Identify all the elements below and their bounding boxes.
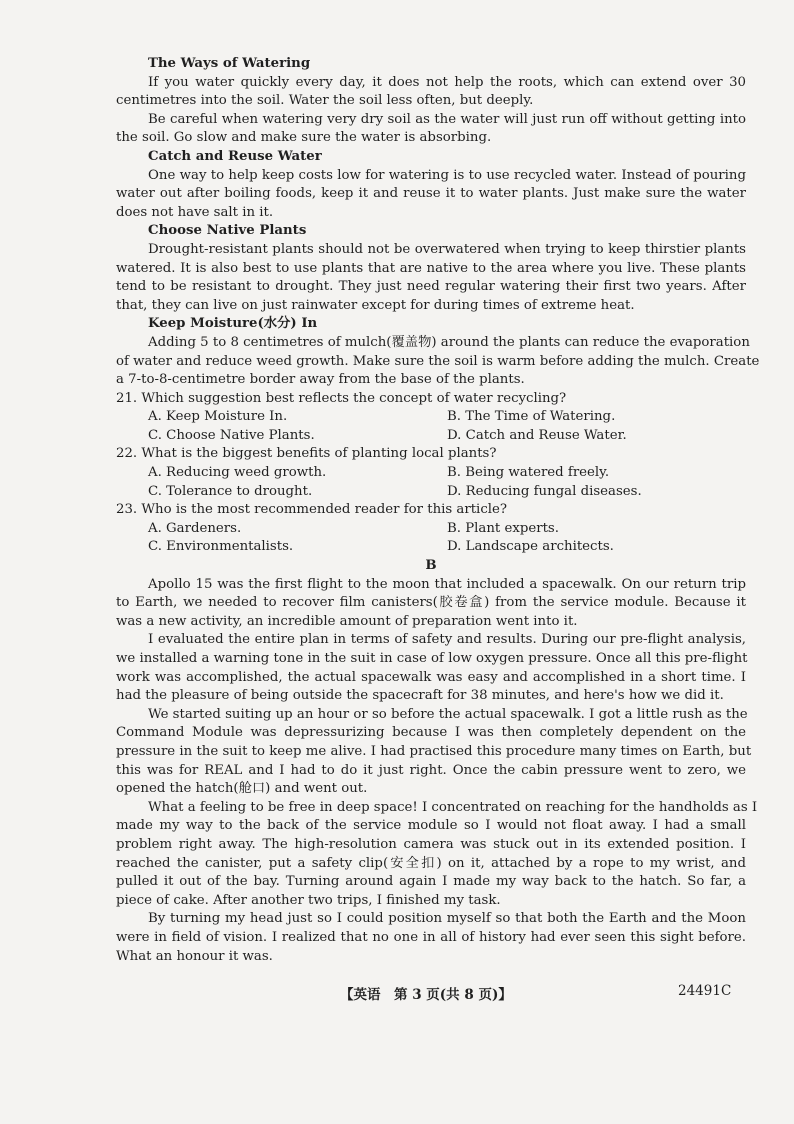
heading-catch-reuse-water: Catch and Reuse Water: [148, 148, 322, 164]
paragraph-line: we installed a warning tone in the suit in case of low oxygen pressure. Once all this pre-flight: [116, 651, 748, 666]
question-23-stem: 23. Who is the most recommended reader for this article?: [116, 502, 508, 518]
question-22-options-row-2: [116, 483, 746, 502]
paragraph-line: opened the hatch(舱口) and went out.: [116, 781, 368, 797]
paragraph-line: Adding 5 to 8 centimetres of mulch(覆盖物) around the plants can reduce the evaporation: [148, 334, 750, 350]
paragraph-line: problem right away. The high-resolution camera was stuck out in its extended position. I: [116, 836, 746, 852]
heading-ways-of-watering: The Ways of Watering: [148, 56, 311, 71]
paragraph-line: of water and reduce weed growth. Make sure the soil is warm before adding the mulch. Create: [116, 353, 760, 369]
option-c: C. Tolerance to drought.: [148, 483, 313, 499]
paragraph-line: pressure in the suit to keep me alive. I had practised this procedure many times on Earth, but: [116, 743, 752, 759]
paragraph-line: to Earth, we needed to recover film canisters(胶卷盒) from the service module. Because it: [116, 595, 746, 611]
paragraph-line: By turning my head just so I could position myself so that both the Earth and the Moon: [148, 911, 746, 927]
paragraph-line: watered. It is also best to use plants that are native to the area where you live. These plants: [116, 260, 746, 276]
paragraph-line: If you water quickly every day, it does not help the roots, which can extend over 30: [148, 74, 746, 90]
question-21-stem: 21. Which suggestion best reflects the concept of water recycling?: [116, 390, 567, 406]
heading-keep-moisture-in: Keep Moisture(水分) In: [148, 316, 318, 332]
option-d: D. Landscape architects.: [447, 539, 614, 555]
paragraph-line: reached the canister, put a safety clip(安全扣) on it, attached by a rope to my wrist, and: [116, 855, 746, 871]
option-c: C. Choose Native Plants.: [148, 427, 315, 443]
question-23-options-row-2: [116, 538, 746, 557]
paragraph-line: pulled it out of the bay. Turning around again I made my way back to the hatch. So far, a: [116, 874, 746, 890]
option-d: D. Reducing fungal diseases.: [447, 483, 642, 499]
paragraph-line: One way to help keep costs low for watering is to use recycled water. Instead of pouring: [148, 167, 746, 183]
paragraph-line: made my way to the back of the service module so I would not float away. I had a small: [116, 818, 746, 834]
question-22-options-row-1: [116, 464, 746, 483]
paragraph-line: Drought-resistant plants should not be overwatered when trying to keep thirstier plants: [148, 241, 746, 257]
paragraph-line: centimetres into the soil. Water the soil less often, but deeply.: [116, 93, 534, 109]
question-22-stem: 22. What is the biggest benefits of planting local plants?: [116, 446, 497, 462]
option-b: B. Being watered freely.: [447, 465, 610, 481]
paragraph-line: the soil. Go slow and make sure the water is absorbing.: [116, 130, 492, 146]
section-b-label: B: [425, 558, 437, 574]
option-a: A. Gardeners.: [148, 520, 242, 536]
paragraph-line: We started suiting up an hour or so before the actual spacewalk. I got a little rush as the: [148, 706, 748, 722]
exam-code: 24491C: [678, 983, 732, 999]
option-a: A. Keep Moisture In.: [148, 409, 288, 425]
paragraph-line: work was accomplished, the actual spacewalk was easy and accomplished in a short time. I: [116, 669, 746, 685]
paragraph-line: Apollo 15 was the first flight to the moon that included a spacewalk. On our return trip: [148, 576, 746, 592]
page-footer: [0, 983, 794, 1003]
option-c: C. Environmentalists.: [148, 539, 294, 555]
question-21-options-row-1: [116, 408, 746, 427]
option-b: B. The Time of Watering.: [447, 409, 616, 425]
paragraph-line: a 7-to-8-centimetre border away from the base of the plants.: [116, 372, 525, 388]
page-content: [116, 55, 760, 966]
paragraph-line: piece of cake. After another two trips, I finished my task.: [116, 892, 501, 908]
paragraph-line: was a new activity, an incredible amount of preparation went into it.: [116, 613, 578, 629]
option-a: A. Reducing weed growth.: [148, 465, 327, 481]
paragraph-line: this was for REAL and I had to do it just right. Once the cabin pressure went to zero, we: [116, 762, 746, 778]
option-b: B. Plant experts.: [447, 520, 559, 536]
paragraph-line: water out after boiling foods, keep it and reuse it to water plants. Just make sure the water: [116, 186, 746, 202]
heading-choose-native-plants: Choose Native Plants: [148, 223, 307, 239]
paragraph-line: What a feeling to be free in deep space! I concentrated on reaching for the handholds as I: [148, 799, 758, 815]
paragraph-line: I evaluated the entire plan in terms of safety and results. During our pre-flight analysis,: [148, 632, 746, 648]
page-number-info: 【英语 第 3 页(共 8 页)】: [340, 987, 512, 1003]
question-23-options-row-1: [116, 520, 746, 539]
paragraph-line: does not have salt in it.: [116, 204, 274, 220]
paragraph-line: tend to be resistant to drought. They just need regular watering their first two years. After: [116, 279, 746, 295]
paragraph-line: had the pleasure of being outside the spacecraft for 38 minutes, and here's how we did it.: [116, 688, 724, 704]
paragraph-line: were in field of vision. I realized that no one in all of history had ever seen this sight before.: [116, 929, 746, 945]
paragraph-line: What an honour it was.: [116, 948, 273, 964]
paragraph-line: Be careful when watering very dry soil as the water will just run off without getting into: [148, 111, 746, 127]
question-21-options-row-2: [116, 427, 746, 446]
paragraph-line: that, they can live on just rainwater except for during times of extreme heat.: [116, 297, 635, 313]
option-d: D. Catch and Reuse Water.: [447, 427, 627, 443]
paragraph-line: Command Module was depressurizing because I was then completely dependent on the: [116, 725, 746, 741]
